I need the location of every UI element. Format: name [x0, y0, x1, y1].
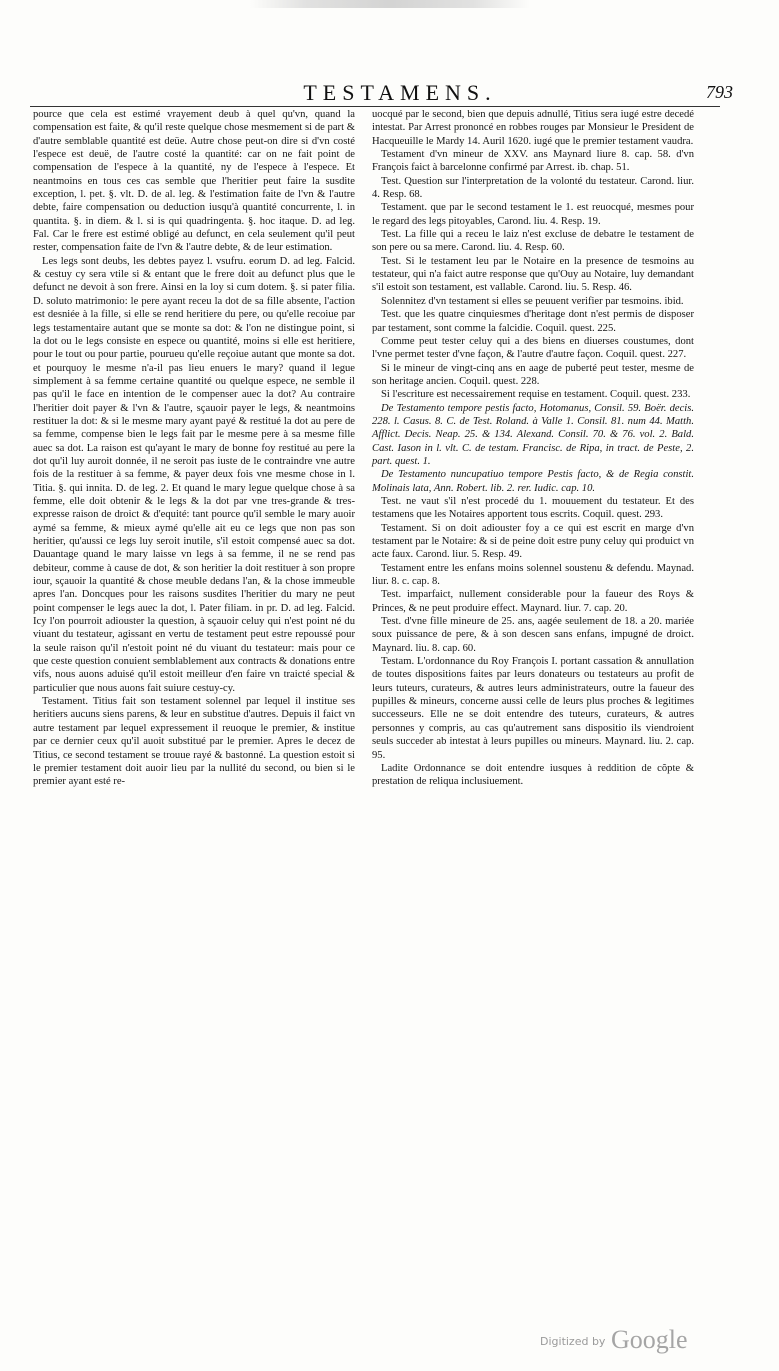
paragraph: Les legs sont deubs, les debtes payez l. vsufru. eorum D. ad leg. Falcid. & cestuy cy sera vtile si & entant que le frere doit au defunct plus que le defunct ne devoit à son frere. Ainsi en la loy si cum dotem. §. si pater filia. D. soluto matrimonio: le pere ayant receu la dot de sa fille absente, l'action est desniée à la fille, si elle se rend heritiere du pere, ou qu'elle recoiue par legs testamentaire autant que se monte sa dot: & l'on ne distingue point, si la dot ou le legs consiste en espece ou quantité, moins si elle est heritiere, pour le tout ou pour partie, pourueu qu'elle reçoiue autant que monte sa dot. et pourquoy le mesme n'a-il pas lieu enuers le mary? quand il legue simplement à sa femme certaine quantité ou quelque espece, ne semble il pas qu'il le face en intention de le compenser auec la dot? Au contraire l'heritier doit payer & l'vn & l'autre, sçauoir payer le legs, & neantmoins restituer la dot: & si le mesme mary ayant payé & restitué la dot au pere de sa femme, compense bien le legs fait par le mesme pere à sa mesme fille auec sa dot. La raison est qu'ayant le mary de bonne foy restitué au pere la dot qu'il luy auroit donnée, il ne seroit pas iuste de le contraindre vne autre fois de la restituer à sa femme, & payer deux fois vne mesme chose in l. Titia. §. qui innita. D. de leg. 2. Et quand le mary legue quelque chose à sa femme, elle doit obtenir & le legs & la dot par vne tres-grande & tres-expresse raison de droict & d'equité: tant pource qu'il semble le mary auoir aymé sa femme, & mieux aymé qu'elle ait eu ce legs que non pas son heritier, qu'aussi ce legs luy seroit inutile, s'il estoit compensé auec sa dot. Dauantage quand le mary laisse vn legs à sa femme, il ne se rend pas debiteur, comme à cause de dot, & son heritier la doit restituer à son propre iour, sçauoir la quantité & chose meuble dedans l'an, & la chose immeuble apres l'an. Doncques pour les raisons susdites l'heritier du mary ne peut point compenser le legs auec la dot, l. Pater filiam. in pr. D. ad leg. Falcid. Icy l'on pourroit adiouster la question, à sçauoir celuy qui n'est point né du viuant du testateur, agissant en vertu de testament peut estre repoussé pour la seule raison qu'il n'estoit point né du viuant du testateur: mais pour ce que ceste question conuient semblablement aux contracts & donations entre vifs, nous auons aduisé qu'il estoit meilleur d'en faire vn traicté special & particulier que nous auons fait suiure cestuy-cy. — [33, 255, 355, 694]
paragraph: Test. imparfaict, nullement considerable pour la faueur des Roys & Princes, & ne peut produire effect. Maynard. liur. 7. cap. 20. — [372, 589, 694, 614]
right-column — [372, 108, 694, 1343]
paragraph: Test. que les quatre cinquiesmes d'heritage dont n'est permis de disposer par testament, sont comme la falcidie. Coquil. quest. 225. — [372, 309, 694, 334]
paragraph: Test. Si le testament leu par le Notaire en la presence de tesmoins au testateur, qui n'a faict autre response que qu'Ouy au Notaire, luy demandant s'il estoit son testament, est vallable. Carond. liu. 5. Resp. 46. — [372, 255, 694, 294]
paragraph: Test. La fille qui a receu le laiz n'est excluse de debatre le testament de son pere ou sa mere. Carond. liu. 4. Resp. 60. — [372, 229, 694, 254]
paragraph: Si le mineur de vingt-cinq ans en aage de puberté peut tester, mesme de son heritage ancien. Coquil. quest. 228. — [372, 362, 694, 387]
paragraph: uocqué par le second, bien que depuis adnullé, Titius sera iugé estre decedé intestat. Par Arrest prononcé en robbes rouges par Monsieur le President de Hacqueuille le Mardy 14. Auril 1620. iugé que le premier testament vaudra. — [372, 109, 694, 147]
paragraph: Ladite Ordonnance se doit entendre iusques à reddition de cõpte & prestation de reliqua inclusiuement. — [372, 762, 694, 788]
paragraph: Si l'escriture est necessairement requise en testament. Coquil. quest. 233. — [381, 389, 691, 401]
watermark-prefix: Digitized by — [540, 1335, 606, 1348]
paragraph: Testament. Si on doit adiouster foy a ce qui est escrit en marge d'vn testament par le Notaire: & si de peine doit estre puny celuy qui produict vn acte faux. Carond. liur. 5. Resp. 49. — [372, 522, 694, 561]
paragraph: Testament. Titius fait son testament solennel par lequel il institue ses heritiers aucuns siens parens, & leur en substitue d'autres. Depuis il faict vn autre testament par lequel expressement il reuoque le premier, & institue par ce dernier ceux qu'il auoit substitué par le premier. Apres le decez de Titius, ce second testament se trouue rayé & bastonné. La question estoit si le premier testament doit auoir lieu par la nullité du second, ou bien si le premier ayant esté re- — [33, 696, 355, 788]
paragraph: Testam. L'ordonnance du Roy François I. portant cassation & annullation de toutes dispositions faites par leurs donateurs ou testateurs au profit de leurs tuteurs, curateurs, & autres leurs administrateurs, outre la faueur des pupilles & mineurs, concerne aussi celle de leurs plus proches & legitimes successeurs. Elle ne se doit entendre des tuteurs, curateurs, & autres personnes y compris, au cas qu'autrement sans dispositio ils viendroient seuls succeder ab intestat à leurs pupilles ou mineurs. Maynard. liu. 2. cap. 95. — [372, 656, 694, 761]
left-column — [33, 108, 355, 1343]
running-header-title: TESTAMENS. — [303, 80, 497, 105]
paragraph: Comme peut tester celuy qui a des biens en diuerses coustumes, dont l'vne permet tester d'vne façon, & l'autre d'autre façon. Coquil. quest. 227. — [372, 335, 694, 361]
paragraph: Testament d'vn mineur de XXV. ans Maynard liure 8. cap. 58. d'vn François faict à barcelonne confirmé par Arrest. ib. chap. 51. — [372, 149, 694, 174]
page-number: 793 — [706, 82, 733, 102]
digitization-watermark — [540, 1325, 688, 1355]
paragraph: Testament entre les enfans moins solennel soustenu & defendu. Maynad. liur. 8. c. cap. 8. — [372, 562, 694, 588]
watermark-brand: Google — [610, 1325, 688, 1354]
paragraph: Test. d'vne fille mineure de 25. ans, aagée seulement de 18. a 20. mariée soux puissance de pere, & à son descen sans enfans, impugné de droict. Maynard. liu. 8. cap. 60. — [372, 616, 694, 654]
scan-top-edge — [250, 0, 530, 8]
header-rule — [30, 106, 720, 107]
paragraph: Test. Question sur l'interpretation de la volonté du testateur. Carond. liur. 4. Resp. 68. — [372, 175, 694, 201]
paragraph: De Testamento tempore pestis facto, Hotomanus, Consil. 59. Boër. decis. 228. l. Casus. 8. C. de Test. Roland. à Valle 1. Consil. 81. num 44. Matth. Afflict. Decis. Neap. 25. & 134. Alexand. Consil. 70. & 76. vol. 2. Bald. Cast. Iason in l. vlt. C. de testam. Francisc. de Ripa, in tract. de Peste, 2. part. quest. 1. — [372, 402, 694, 467]
paragraph: De Testamento nuncupatiuo tempore Pestis facto, & de Regia constit. Molinais lata, Ann. Robert. lib. 2. rer. Iudic. cap. 10. — [372, 469, 694, 494]
paragraph: Solennitez d'vn testament si elles se peuuent verifier par tesmoins. ibid. — [381, 295, 684, 307]
paragraph: Testament. que par le second testament le 1. est reuocqué, mesmes pour le regard des legs pitoyables, Carond. liu. 4. Resp. 19. — [372, 202, 694, 227]
paragraph: pource que cela est estimé vrayement deub à quel qu'vn, quand la compensation est faite, & qu'il reste quelque chose mesmement si de part & d'autre semblable quantité est deüe. Autre chose peut-on dire si d'vn costé l'espece est deuë, de l'autre costé la quantité: car on ne fait point de compensation de l'espece à la quantité, ny de l'espece à l'espece. Et neantmoins en tous ces cas semble que l'heritier peut faire la susdite exception, l. pet. §. vlt. D. de al. leg. & l'estimation faite de l'vn & l'autre debte, faire compensation ou deduction iusqu'à quantité concurrente, l. in quantita. §. in diem. & l. si is qui quadringenta. §. hoc itaque. D. ad leg. Fal. Car le frere est estimé obligé au defunct, en cela seulement qu'il peut rester, compensation faite de l'vn & l'autre debte, & de leur estimation. — [33, 109, 355, 254]
paragraph: Test. ne vaut s'il n'est procedé du 1. mouuement du testateur. Et des testamens que les Notaires apportent tous escrits. Coquil. quest. 293. — [372, 495, 694, 521]
